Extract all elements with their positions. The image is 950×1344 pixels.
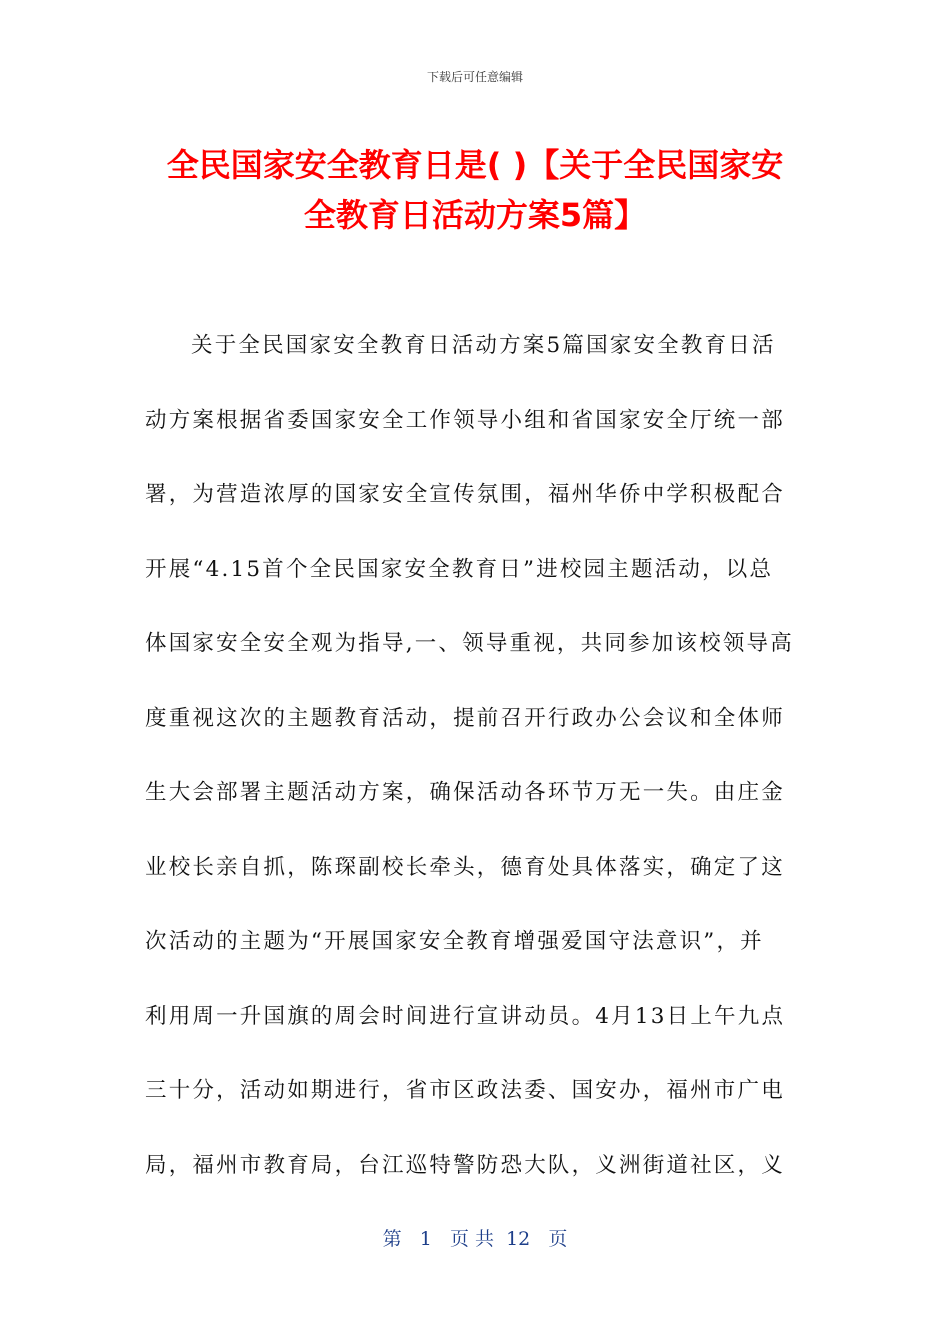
body-line: 关于全民国家安全教育日活动方案5篇国家安全教育日活 [191, 333, 776, 358]
body-line: 利用周一升国旗的周会时间进行宣讲动员。4月13日上午九点 [145, 1003, 786, 1029]
body-line: 动方案根据省委国家安全工作领导小组和省国家安全厅统一部 [145, 407, 785, 433]
body-line: 度重视这次的主题教育活动，提前召开行政办公会议和全体师 [145, 705, 785, 731]
document-body [145, 322, 805, 1216]
page-number-footer: 第 1 页 共 12 页 [382, 1228, 568, 1250]
document-title [120, 140, 830, 240]
body-line: 开展“4.15首个全民国家安全教育日”进校园主题活动，以总 [145, 556, 774, 582]
title-line-1: 全民国家安全教育日是( )【关于全民国家安 [166, 146, 784, 184]
body-line: 体国家安全安全观为指导,一、领导重视，共同参加该校领导高 [145, 631, 794, 656]
body-line: 局，福州市教育局，台江巡特警防恐大队，义洲街道社区，义 [145, 1152, 785, 1178]
body-line: 三十分，活动如期进行，省市区政法委、国安办，福州市广电 [145, 1078, 785, 1103]
body-line: 生大会部署主题活动方案，确保活动各环节万无一失。由庄金 [145, 780, 785, 805]
body-line: 署，为营造浓厚的国家安全宣传氛围，福州华侨中学积极配合 [145, 482, 785, 507]
download-note: 下载后可任意编辑 [426, 70, 523, 84]
body-line: 次活动的主题为“开展国家安全教育增强爱国守法意识”，并 [145, 929, 764, 954]
title-line-2: 全教育日活动方案5篇】 [303, 196, 647, 234]
body-line: 业校长亲自抓，陈琛副校长牵头，德育处具体落实，确定了这 [145, 854, 785, 880]
